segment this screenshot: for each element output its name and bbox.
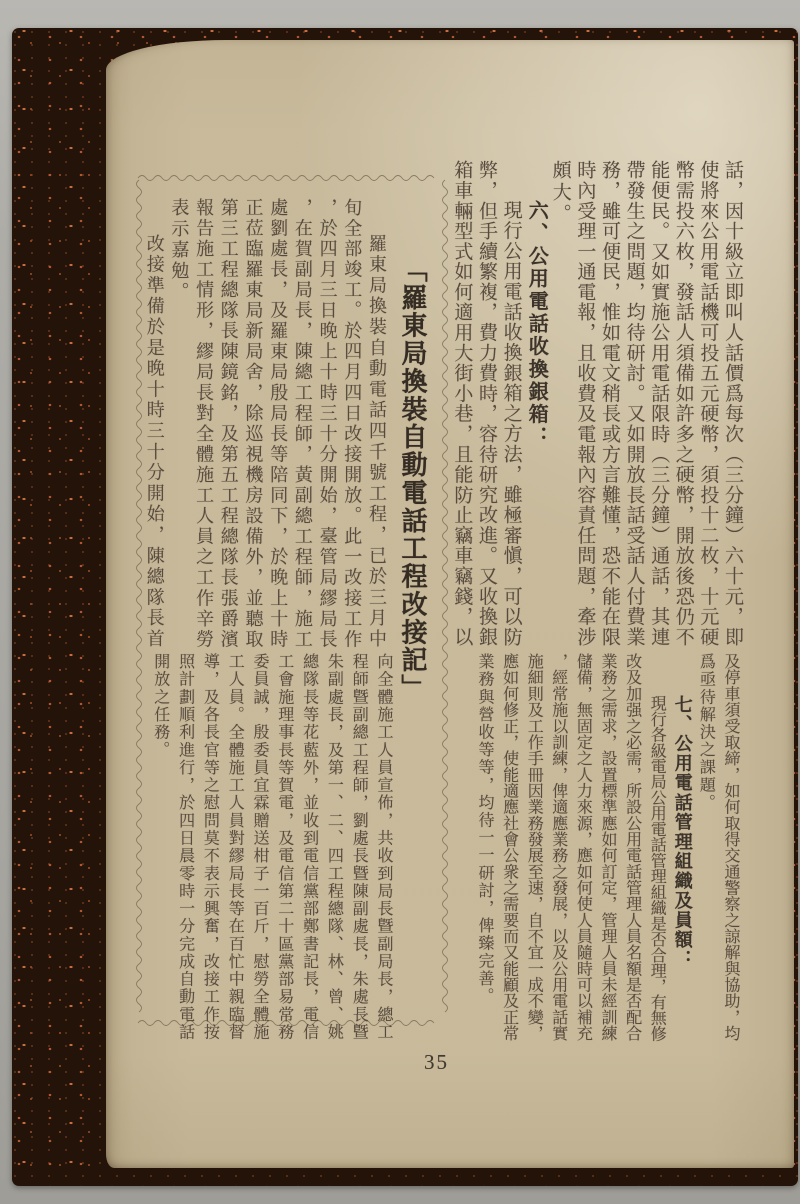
article-bottom-column-4: 總隊長等花藍外，並收到電信黨部鄭書記長，電信 — [300, 653, 318, 1042]
article-bottom-column-1: 向全體施工人員宣佈，共收到局長曁副局長，總工 — [375, 653, 392, 1042]
section-bottom-column-1: 及停車須受取締，如何取得交通警察之諒解與協助，均 — [722, 653, 739, 1042]
section-bottom-column-9: 施細則及工作手冊因業務發展至速，自不宜一成不變， — [525, 653, 543, 1042]
article-top-column-8: 報告施工情形，繆局長對全體施工人員之工作辛勞 — [194, 198, 215, 651]
section-top-column-10: 現行公用電話收換銀箱之方法，雖極審愼，可以防 — [500, 200, 522, 648]
section-top-column-7: 時內受理一通電報，且收費及電報內容責任問題，牽涉 — [574, 160, 596, 647]
section-top-column-9: 六、公用電話收換銀箱： — [525, 200, 548, 449]
article-bottom-column-2: 程師曁副總工程師，劉處長曁陳副處長，朱處長曁 — [350, 653, 368, 1042]
section-bottom-column-4: 現行各級電局公用電話管理組織是否合理，有無修 — [648, 695, 666, 1042]
article-top-column-7: 第三工程總隊長陳鏡銘，及第五工程總隊長張爵濱 — [218, 198, 239, 651]
section-bottom-column-7: 儲備，無固定之人力來源，應如何使人員隨時可以補充 — [574, 653, 592, 1042]
section-bottom-column-3: 七、公用電話管理組織及員額： — [672, 695, 693, 970]
article-bottom-column-10: 開放之任務。 — [151, 653, 169, 759]
article-top-column-4: ，在賀副局長，陳總工程師，黃副總工程師，施工 — [292, 198, 313, 651]
section-bottom-column-5: 改及加强之必需，所設公用電話管理人員名額是否配合 — [623, 653, 641, 1042]
article-bottom-column-6: 委員誠，殷委員宜霖贈送柑子一百斤，慰勞全體施 — [251, 653, 268, 1042]
section-top-column-12: 箱車輛型式如何適用大街小巷，且能防止竊車竊錢，以 — [451, 160, 473, 647]
article-bottom-column-7: 工人員。全體施工人員對繆局長等在百忙中親臨督 — [226, 653, 244, 1042]
article-top-register — [106, 198, 794, 650]
article-bottom-column-8: 導，及各長官等之慰問莫不表示興奮，改接工作按 — [201, 653, 219, 1042]
section-bottom-column-8: ，經常施以訓練，俾適應業務之發展，以及公用電話實 — [549, 653, 567, 1042]
page-number: 35 — [424, 1050, 449, 1074]
article-top-column-3: ，於四月三日晚上十時三十分開始，臺管局繆局長 — [317, 198, 338, 651]
article-bottom-column-3: 朱副處長，及第一、二、四工程總隊、林、曾、姚 — [325, 653, 343, 1042]
section-bottom-column-6: 業務之需求，設置標準應如何訂定，管理人員未經訓練 — [599, 653, 616, 1042]
section-top-column-5: 帶發生之問題，均待研討。又如開放長話受話人付費業 — [623, 160, 645, 647]
book-page — [106, 40, 794, 1168]
section-top-column-2: 使將來公用電話機可投五元硬幣，須投十二枚，十元硬 — [697, 160, 719, 647]
section-top-column-3: 幣需投六枚，發話人須備如許多之硬幣，開放後恐仍不 — [672, 160, 694, 647]
article-top-column-1: 羅東局換裝自動電話四千號工程，已於三月中 — [367, 234, 387, 650]
section-top-column-6: 務，雖可便民，惟如電文稍長或方言難懂，恐不能在限 — [599, 160, 620, 647]
section-bottom-column-2: 爲亟待解決之課題。 — [697, 653, 715, 812]
article-title: 「羅東局換裝自動電話工程改接記」 — [398, 256, 427, 703]
section-bottom-column-10: 應如何修正，使能適應社會公衆之需要而又能顧及正常 — [500, 653, 518, 1042]
section-bottom-column-11: 業務與營收等等，均待一一研討，俾臻完善。 — [476, 653, 493, 1005]
article-top-column-10: 改接準備於是晚十時三十分開始，陳總隊長首 — [144, 234, 165, 650]
section-top-column-4: 能便民。又如實施公用電話限時（三分鐘）通話，其連 — [648, 160, 670, 647]
section-top-column-11: 弊，但手續繁複，費力費時，容待研究改進。又收換銀 — [476, 160, 497, 647]
section-top-column-1: 話，因十級立即叫人話價爲每次（三分鐘）六十元，即 — [722, 160, 743, 647]
article-bottom-column-5: 工會施理事長等賀電，及電信第二十區黨部易常務 — [275, 653, 293, 1042]
article-top-column-9: 表示嘉勉。 — [169, 198, 190, 303]
article-bottom-column-9: 照計劃順利進行，於四日晨零時一分完成自動電話 — [176, 653, 194, 1042]
article-top-column-5: 處劉處長，及羅東局殷局長等陪同下，於晚上十時 — [268, 198, 289, 651]
article-top-column-2: 旬全部竣工。於四月四日改接開放。此一改接工作 — [342, 198, 363, 651]
article-top-column-6: 正莅臨羅東局新局舍，除巡視機房設備外，並聽取 — [243, 198, 264, 651]
article-bottom-register — [106, 653, 794, 1041]
section-top-column-8: 頗大。 — [549, 160, 571, 225]
